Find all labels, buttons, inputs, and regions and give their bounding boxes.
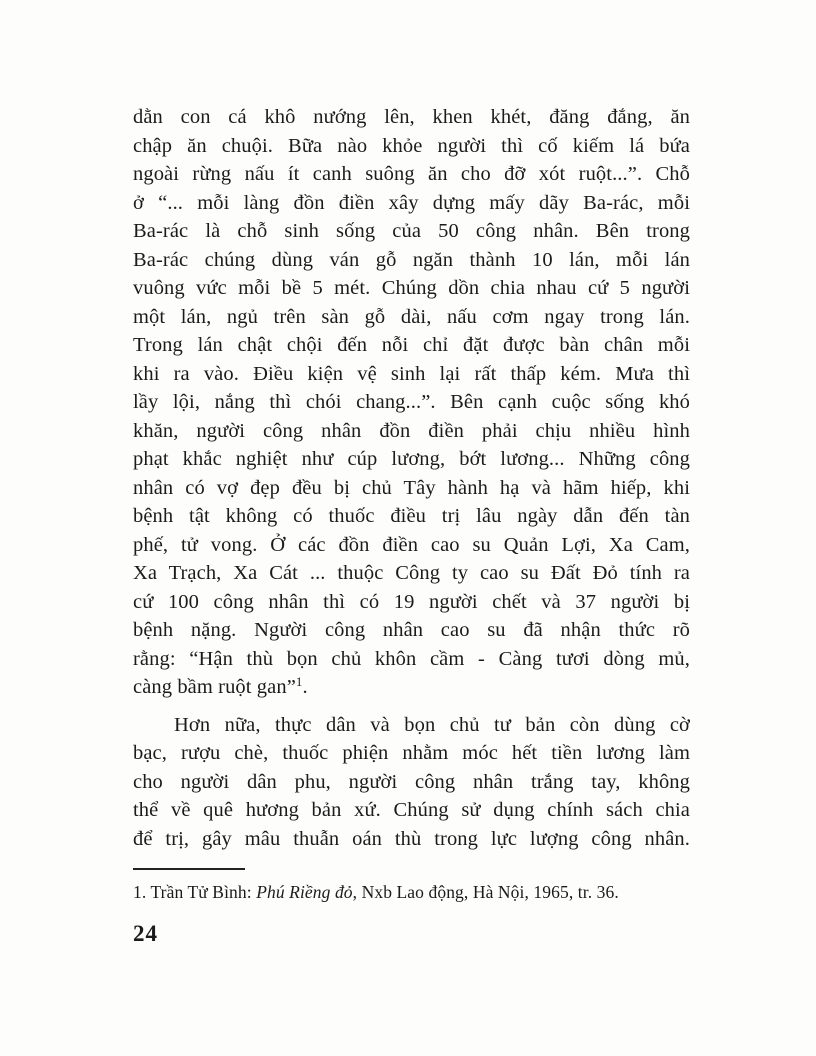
text-line: bạc, rượu chè, thuốc phiện nhằm móc hết tiền lương làm	[133, 742, 690, 764]
text-line: bệnh tật không có thuốc điều trị lâu ngày dẫn đến tàn	[133, 505, 690, 527]
text-line: lầy lội, nắng thì chói chang...”. Bên cạnh cuộc sống khó	[133, 391, 690, 413]
footnote-divider	[133, 868, 245, 870]
paragraph-1	[133, 103, 690, 702]
paragraph-end-text: càng bầm ruột gan”	[133, 676, 296, 698]
text-line: để trị, gây mâu thuẫn oán thù trong lực lượng công nhân.	[133, 827, 690, 850]
text-line	[133, 673, 690, 702]
footnote-reference: 1	[295, 674, 303, 689]
text-line: nhân có vợ đẹp đều bị chủ Tây hành hạ và hãm hiếp, khi	[133, 476, 690, 499]
text-line: chập ăn chuội. Bữa nào khỏe người thì cố kiếm lá bứa	[133, 134, 690, 157]
footnote-book-title: Phú Riềng đỏ	[256, 882, 353, 902]
footnote	[133, 880, 690, 904]
text-line: thể về quê hương bản xứ. Chúng sử dụng chính sách chia	[133, 799, 690, 821]
text-line: Ba-rác chúng dùng ván gỗ ngăn thành 10 lán, mỗi lán	[133, 248, 690, 271]
text-line: bệnh nặng. Người công nhân cao su đã nhận thức rõ	[133, 619, 690, 641]
text-block	[133, 103, 690, 947]
text-line: một lán, ngủ trên sàn gỗ dài, nấu cơm ngay trong lán.	[133, 305, 690, 328]
sentence-period: .	[302, 676, 308, 698]
text-line: Ba-rác là chỗ sinh sống của 50 công nhân. Bên trong	[133, 220, 690, 242]
text-line: dằn con cá khô nướng lên, khen khét, đăng đắng, ăn	[133, 106, 690, 128]
text-line: cho người dân phu, người công nhân trắng tay, không	[133, 770, 690, 793]
text-line: Xa Trạch, Xa Cát ... thuộc Công ty cao su Đất Đỏ tính ra	[133, 562, 690, 584]
text-line: cứ 100 công nhân thì có 19 người chết và 37 người bị	[133, 590, 690, 613]
text-line: Hơn nữa, thực dân và bọn chủ tư bản còn dùng cờ	[174, 713, 690, 736]
text-line: khăn, người công nhân đồn điền phải chịu nhiều hình	[133, 419, 690, 442]
footnote-citation-suffix: , Nxb Lao động, Hà Nội, 1965, tr. 36.	[352, 882, 619, 902]
page-number: 24	[133, 921, 158, 946]
text-line: Trong lán chật chội đến nỗi chỉ đặt được bàn chân mỗi	[133, 334, 690, 356]
text-line: phạt khắc nghiệt như cúp lương, bớt lương... Những công	[133, 448, 690, 470]
text-line: ngoài rừng nấu ít canh suông ăn cho đỡ xót ruột...”. Chỗ	[133, 163, 690, 185]
footnote-citation-prefix: 1. Trần Tử Bình:	[133, 882, 257, 902]
text-line: ở “... mỗi làng đồn điền xây dựng mấy dãy Ba-rác, mỗi	[133, 191, 690, 214]
text-line: vuông vức mỗi bề 5 mét. Chúng dồn chia nhau cứ 5 người	[133, 277, 690, 299]
text-line: phế, tử vong. Ở các đồn điền cao su Quản Lợi, Xa Cam,	[133, 533, 690, 556]
paragraph-2	[133, 711, 690, 854]
text-line: rằng: “Hận thù bọn chủ khôn cầm - Càng tươi dòng mủ,	[133, 647, 690, 670]
text-line: khi ra vào. Điều kiện vệ sinh lại rất thấp kém. Mưa thì	[133, 362, 690, 385]
